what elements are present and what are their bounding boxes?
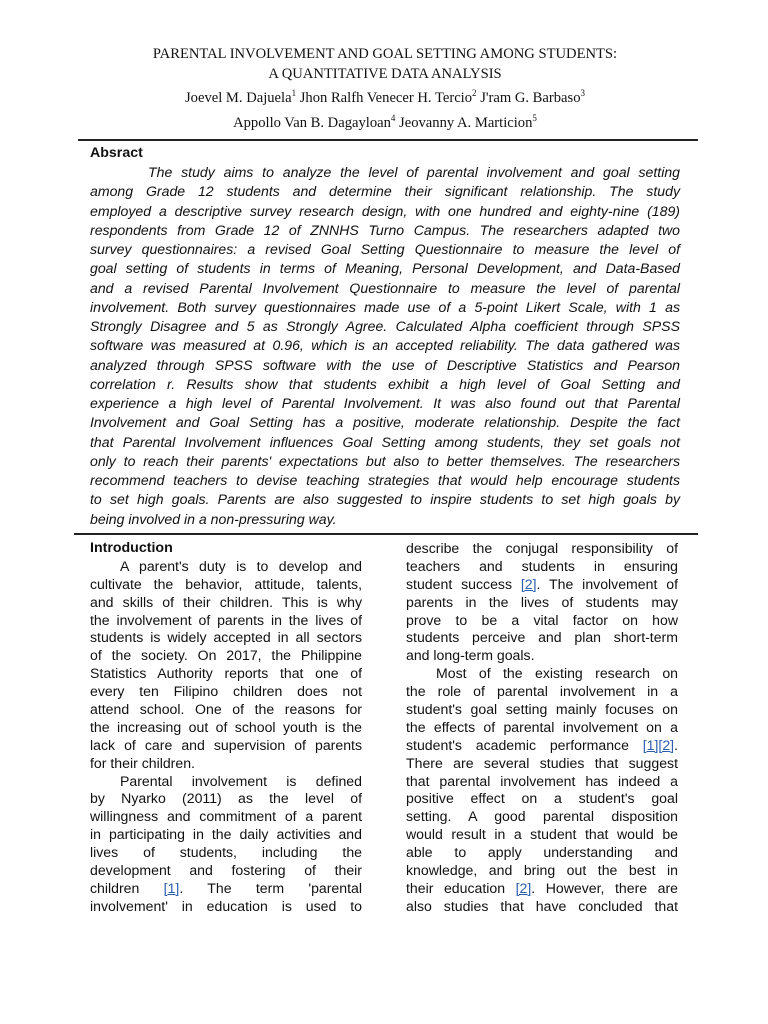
text-line-with-citation bbox=[406, 737, 678, 755]
text-line: lives of students, including the bbox=[90, 844, 362, 861]
text-line: teachers and students in ensuring bbox=[406, 557, 678, 574]
text-line: also studies that have concluded that bbox=[406, 897, 678, 914]
author-name: Appollo Van B. Dagayloan bbox=[233, 114, 391, 131]
abstract-line: among Grade 12 students and determine their significant relationship. The study bbox=[90, 183, 680, 200]
text-line: every ten Filipino children does not bbox=[90, 683, 362, 700]
citation-link[interactable]: [2] bbox=[520, 575, 537, 592]
abstract-heading: Absract bbox=[90, 145, 143, 161]
left-column bbox=[90, 540, 362, 916]
abstract-line: correlation r. Results show that students exhibit a high level of Goal Setting and bbox=[90, 375, 680, 392]
paper-title-line-2: A QUANTITATIVE DATA ANALYSIS bbox=[268, 65, 502, 82]
right-column bbox=[406, 540, 678, 916]
text-fragment: . bbox=[674, 736, 678, 753]
introduction-heading: Introduction bbox=[90, 540, 173, 556]
text-line: and skills of their children. This is why bbox=[90, 593, 362, 610]
abstract-body bbox=[90, 163, 680, 529]
text-line: students perceive and plan short-term bbox=[406, 629, 678, 646]
text-line: students is widely accepted in all sectors bbox=[90, 629, 362, 646]
text-line: A parent's duty is to develop and bbox=[120, 557, 362, 574]
abstract-line: Involvement and Goal Setting has a positive, moderate relationship. Despite the fact bbox=[90, 414, 680, 431]
text-line-with-citation bbox=[90, 880, 362, 898]
paper-title-line-1: PARENTAL INVOLVEMENT AND GOAL SETTING AMONG STUDENTS: bbox=[152, 46, 618, 62]
text-line-with-citation bbox=[406, 576, 678, 594]
text-line: attend school. One of the reasons for bbox=[90, 701, 362, 718]
abstract-line: involvement. Both survey questionnaires made use of a 5-point Likert Scale, with 1 as bbox=[90, 298, 680, 315]
authors-line-1 bbox=[90, 84, 680, 108]
abstract-line: and a revised Parental Involvement Questionnaire to measure the level of parental bbox=[90, 279, 680, 296]
author-affiliation: 1 bbox=[291, 88, 297, 99]
author-affiliation: 2 bbox=[472, 88, 477, 99]
abstract-line: The study aims to analyze the level of parental involvement and goal setting bbox=[148, 164, 680, 180]
text-line: involvement' in education is used to bbox=[90, 897, 362, 914]
author-affiliation: 5 bbox=[532, 112, 537, 123]
text-line: for their children. bbox=[90, 754, 195, 771]
citation-link[interactable]: [1] bbox=[163, 879, 180, 896]
authors-line-2 bbox=[90, 109, 680, 133]
text-line: development and fostering of their bbox=[90, 862, 362, 879]
text-line-with-citation bbox=[406, 880, 678, 898]
text-fragment: student success bbox=[406, 575, 512, 592]
text-fragment: . The term 'parental bbox=[179, 879, 362, 896]
text-line: in participating in the daily activities and bbox=[90, 826, 362, 843]
text-line: positive effect on a student's goal bbox=[406, 790, 678, 807]
citation-link[interactable]: [1][2] bbox=[642, 736, 675, 753]
text-line: setting. A good parental disposition bbox=[406, 808, 678, 825]
text-line: of the society. On 2017, the Philippine bbox=[90, 647, 362, 664]
abstract-line: recommend teachers to devise teaching strategies that would help encourage students bbox=[90, 472, 680, 488]
text-line: Parental involvement is defined bbox=[120, 772, 362, 789]
text-line: able to apply understanding and bbox=[406, 844, 678, 861]
citation-link[interactable]: [2] bbox=[515, 879, 532, 896]
text-line: parents in the lives of students may bbox=[406, 593, 678, 610]
abstract-line: respondents from Grade 12 of ZNNHS Turno Campus. The researchers adapted two bbox=[90, 221, 680, 238]
author-name: J'ram G. Barbaso bbox=[480, 90, 581, 107]
abstract-line: software was measured at 0.96, which is an accepted reliability. The data gathered was bbox=[90, 337, 680, 354]
author-name: Jhon Ralfh Venecer H. Tercio bbox=[299, 90, 473, 107]
text-line: by Nyarko (2011) as the level of bbox=[90, 790, 362, 807]
abstract-line: Strongly Disagree and 5 as Strongly Agree. Calculated Alpha coefficient through SPSS bbox=[90, 318, 680, 334]
text-line: knowledge, and bring out the best in bbox=[406, 862, 678, 879]
text-fragment: . The involvement of bbox=[536, 575, 678, 592]
abstract-line: goal setting of students in terms of Meaning, Personal Development, and Data-Based bbox=[90, 260, 680, 277]
text-line: that parental involvement has indeed a bbox=[406, 772, 678, 789]
text-line: There are several studies that suggest bbox=[406, 754, 678, 771]
text-line: Most of the existing research on bbox=[436, 665, 678, 682]
text-fragment: . However, there are bbox=[531, 879, 678, 896]
text-line: cultivate the behavior, attitude, talents, bbox=[90, 575, 362, 592]
text-fragment: student's academic performance bbox=[406, 736, 629, 753]
text-line: the increasing out of school youth is the bbox=[90, 718, 362, 735]
abstract-line: being involved in a non-pressuring way. bbox=[90, 510, 337, 527]
author-name: Jeovanny A. Marticion bbox=[399, 114, 533, 131]
text-fragment: their education bbox=[406, 879, 506, 896]
author-name: Joevel M. Dajuela bbox=[184, 90, 292, 107]
text-line: describe the conjugal responsibility of bbox=[406, 540, 678, 556]
text-line: prove to be a vital factor on how bbox=[406, 611, 678, 628]
text-line: and long-term goals. bbox=[406, 647, 535, 664]
text-line: Statistics Authority reports that one of bbox=[90, 665, 362, 682]
text-line: would result in a student that would be bbox=[406, 826, 678, 843]
text-line: student's goal setting mainly focuses on bbox=[406, 701, 678, 718]
abstract-line: employed a descriptive survey research design, with one hundred and eighty-nine (189) bbox=[90, 202, 680, 219]
abstract-line: experience a high level of Parental Involvement. It was also found out that Parental bbox=[90, 395, 680, 411]
abstract-line: to set high goals. Parents are also suggested to inspire students to set high goals by bbox=[90, 491, 680, 508]
abstract-line: survey questionnaires: a revised Goal Setting Questionnaire to measure the level of bbox=[90, 241, 680, 257]
text-fragment: children bbox=[90, 879, 140, 896]
top-divider bbox=[78, 139, 698, 141]
abstract-line: analyzed through SPSS software with the use of Descriptive Statistics and Pearson bbox=[90, 356, 680, 373]
text-line: the involvement of parents in the lives of bbox=[90, 611, 362, 628]
text-line: the effects of parental involvement on a bbox=[406, 718, 678, 735]
text-line: the role of parental involvement in a bbox=[406, 683, 678, 700]
title-block bbox=[90, 45, 680, 133]
text-line: willingness and commitment of a parent bbox=[90, 808, 362, 825]
abstract-line: only to reach their parents' expectations but also to better themselves. The researchers bbox=[90, 452, 680, 469]
abstract-line: that Parental Involvement influences Goal Setting among students, they set goals not bbox=[90, 433, 680, 450]
text-line: lack of care and supervision of parents bbox=[90, 736, 362, 753]
author-affiliation: 3 bbox=[580, 88, 585, 99]
abstract-divider bbox=[74, 533, 698, 535]
author-affiliation: 4 bbox=[390, 112, 396, 123]
